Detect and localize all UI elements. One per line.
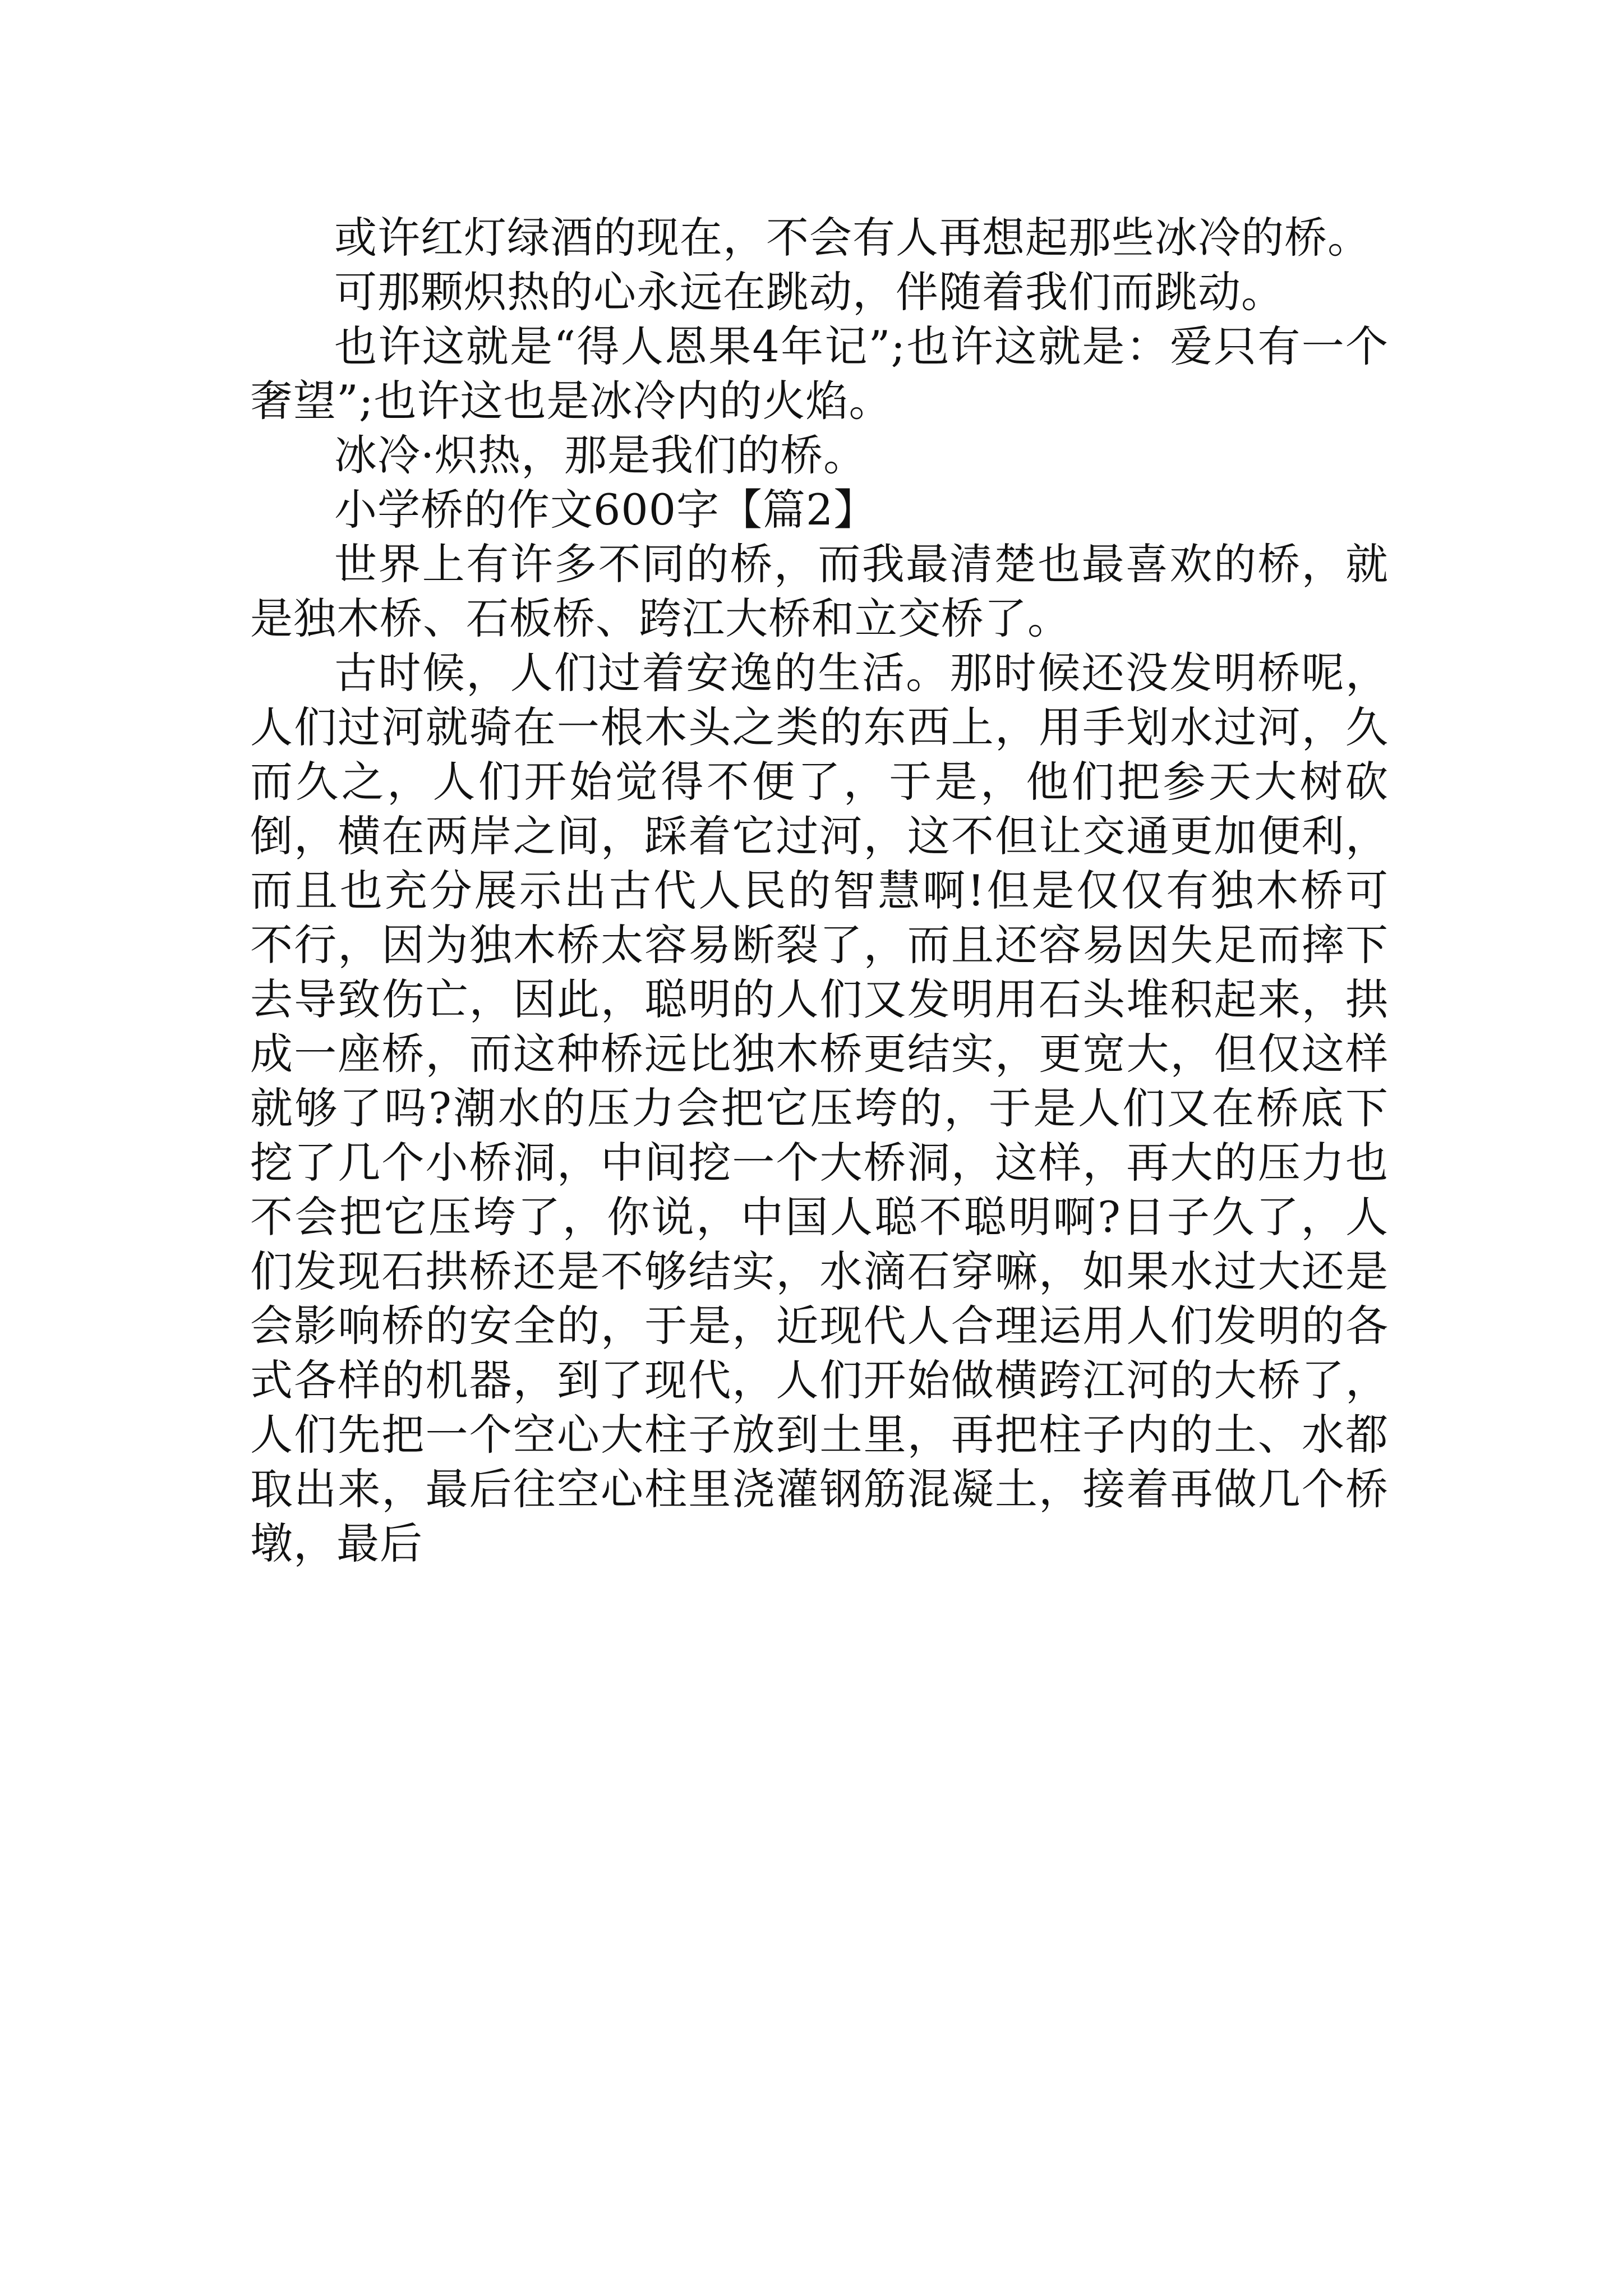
paragraph-2: 可那颗炽热的心永远在跳动，伴随着我们而跳动。 xyxy=(334,267,1284,317)
section-heading: 小学桥的作文600字【篇2】 xyxy=(334,485,877,535)
paragraph-3: 也许这就是“得人恩果4年记”;也许这就是：爱只有一个奢望”;也许这也是冰冷内的火焰。 xyxy=(250,321,1389,426)
paragraph-6: 古时候，人们过着安逸的生活。那时候还没发明桥呢，人们过河就骑在一根木头之类的东西上，用手划水过河，久而久之，人们开始觉得不便了，于是，他们把参天大树砍倒，横在两岸之间，踩着它过河，这不但让交通更加便利，而且也充分展示出古代人民的智慧啊!但是仅仅有独木桥可不行，因为独木桥太容易断裂了，而且还容易因失足而摔下去导致伤亡，因此，聪明的人们又发明用石头堆积起来，拱成一座桥，而这种桥远比独木桥更结实，更宽大，但仅这样就够了吗?潮水的压力会把它压垮的，于是人们又在桥底下挖了几个小桥洞，中间挖一个大桥洞，这样，再大的压力也不会把它压垮了，你说，中国人聪不聪明啊?日子久了，人们发现石拱桥还是不够结实，水滴石穿嘛，如果水过大还是会影响桥的安全的，于是，近现代人合理运用人们发明的各式各样的机器，到了现代，人们开始做横跨江河的大桥了，人们先把一个空心大柱子放到土里，再把柱子内的土、水都取出来，最后往空心柱里浇灌钢筋混凝土，接着再做几个桥墩，最后 xyxy=(250,648,1389,1568)
document-body xyxy=(250,210,1389,1571)
paragraph-1: 或许红灯绿酒的现在，不会有人再想起那些冰冷的桥。 xyxy=(334,213,1371,263)
paragraph-5: 世界上有许多不同的桥，而我最清楚也最喜欢的桥，就是独木桥、石板桥、跨江大桥和立交桥了。 xyxy=(250,539,1389,643)
paragraph-4: 冰冷·炽热，那是我们的桥。 xyxy=(334,430,867,480)
